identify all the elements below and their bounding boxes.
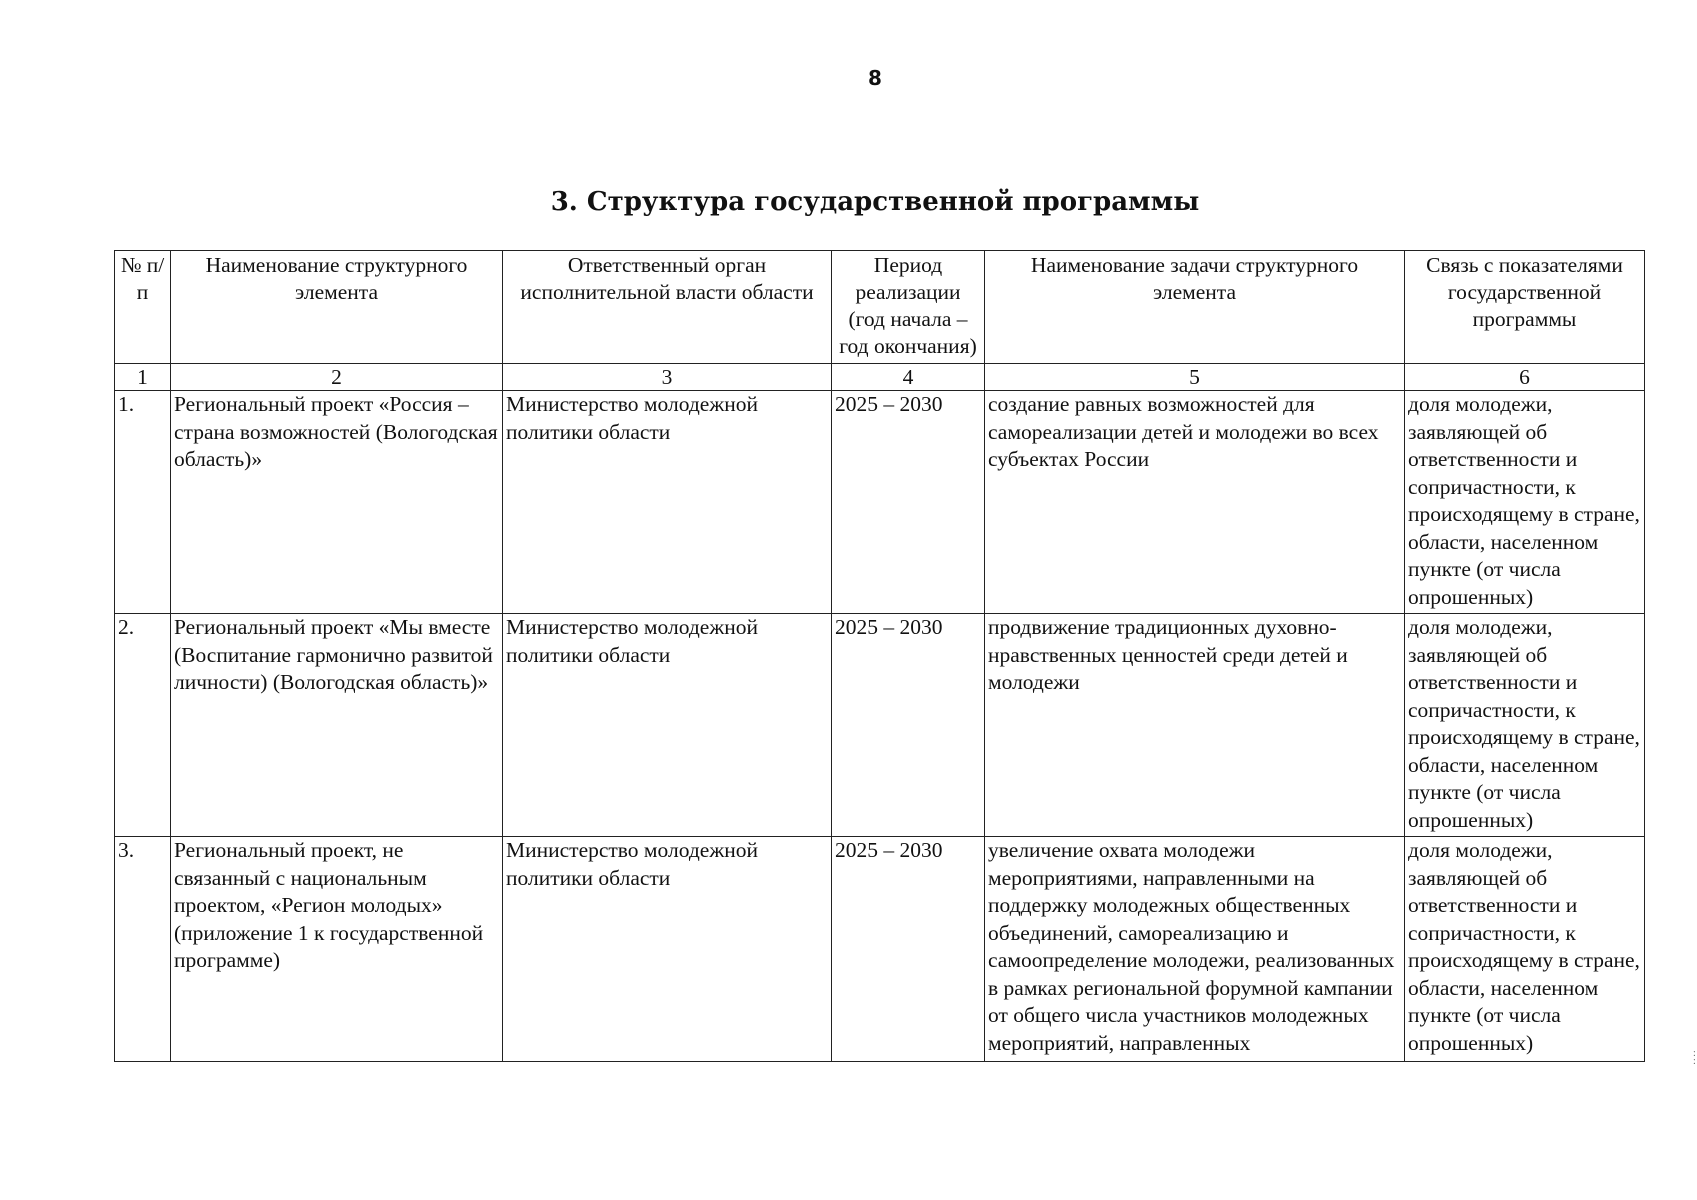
header-indicator-link: Связь с показателями государственной программы (1405, 251, 1645, 364)
column-number: 5 (985, 364, 1405, 391)
table-header-row (115, 251, 1645, 364)
header-element-name: Наименование структурного элемента (171, 251, 503, 364)
row-period: 2025 – 2030 (832, 391, 985, 614)
row-number: 1. (115, 391, 171, 614)
row-task: увеличение охвата молодежи мероприятиями, направленными на поддержку молодежных общественных объединений, самореализацию и самоопределение молодежи, реализованных в рамках региональной форумной кампании от общего числа участников молодежных мероприятий, направленных (985, 837, 1405, 1062)
row-number: 3. (115, 837, 171, 1062)
row-element-name: Региональный проект «Россия – страна возможностей (Вологодская область)» (171, 391, 503, 614)
column-number: 2 (171, 364, 503, 391)
header-task: Наименование задачи структурного элемента (985, 251, 1405, 364)
scan-edge-mark: : : (1693, 1048, 1696, 1067)
page-number: 8 (868, 66, 882, 90)
row-responsible-organ: Министерство молодежной политики области (503, 614, 832, 837)
column-number: 3 (503, 364, 832, 391)
row-indicator-link: доля молодежи, заявляющей об ответственности и сопричастности, к происходящему в стране, области, населенном пункте (от числа опрошенных) (1405, 614, 1645, 837)
table-row (115, 391, 1645, 614)
header-period: Период реализации (год начала – год окончания) (832, 251, 985, 364)
column-number: 4 (832, 364, 985, 391)
row-period: 2025 – 2030 (832, 837, 985, 1062)
row-indicator-link: доля молодежи, заявляющей об ответственности и сопричастности, к происходящему в стране, области, населенном пункте (от числа опрошенных) (1405, 391, 1645, 614)
row-indicator-link: доля молодежи, заявляющей об ответственности и сопричастности, к происходящему в стране, области, населенном пункте (от числа опрошенных) (1405, 837, 1645, 1062)
row-responsible-organ: Министерство молодежной политики области (503, 391, 832, 614)
row-element-name: Региональный проект «Мы вместе (Воспитание гармонично развитой личности) (Вологодская область)» (171, 614, 503, 837)
table-row (115, 614, 1645, 837)
section-title: 3. Структура государственной программы (550, 187, 1200, 217)
row-task: создание равных возможностей для самореализации детей и молодежи во всех субъектах России (985, 391, 1405, 614)
header-responsible-organ: Ответственный орган исполнительной власти области (503, 251, 832, 364)
row-element-name: Региональный проект, не связанный с национальным проектом, «Регион молодых» (приложение 1 к государственной программе) (171, 837, 503, 1062)
structure-table (114, 250, 1645, 1062)
column-number: 6 (1405, 364, 1645, 391)
table-row (115, 837, 1645, 1062)
row-responsible-organ: Министерство молодежной политики области (503, 837, 832, 1062)
row-period: 2025 – 2030 (832, 614, 985, 837)
row-task: продвижение традиционных духовно-нравственных ценностей среди детей и молодежи (985, 614, 1405, 837)
column-number: 1 (115, 364, 171, 391)
column-number-row (115, 364, 1645, 391)
header-number: № п/п (115, 251, 171, 364)
row-number: 2. (115, 614, 171, 837)
